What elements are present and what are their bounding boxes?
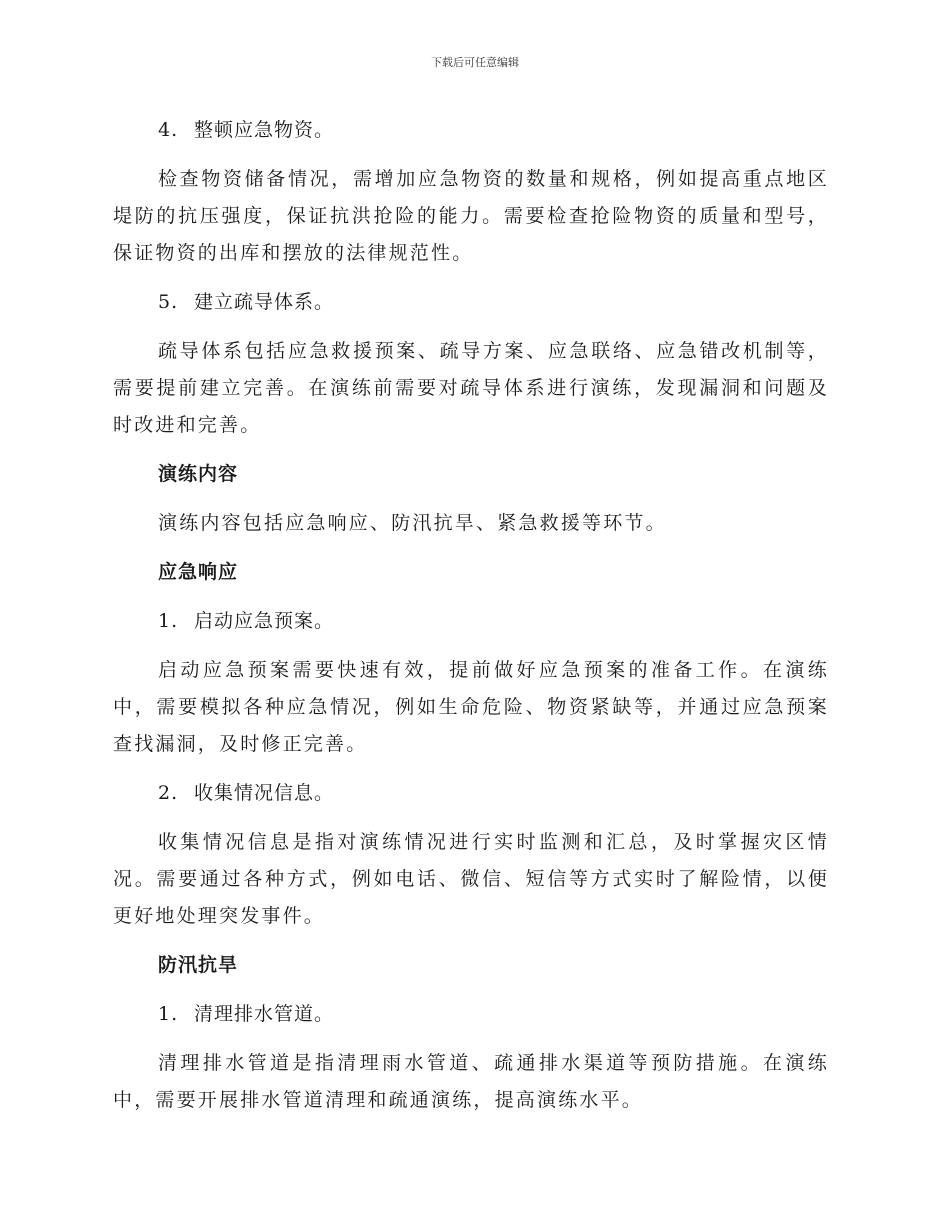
paragraph: 疏导体系包括应急救援预案、疏导方案、应急联络、应急错改机制等，需要提前建立完善。在演练前需要对疏导体系进行演练，发现漏洞和问题及时改进和完善。 [113, 340, 829, 436]
list-text: 整顿应急物资。 [194, 119, 335, 141]
list-item [113, 603, 829, 640]
list-text: 启动应急预案。 [194, 610, 335, 632]
section-heading: 应急响应 [158, 561, 239, 583]
list-item [113, 775, 829, 812]
list-text: 清理排水管道。 [194, 1003, 335, 1025]
paragraph: 检查物资储备情况，需增加应急物资的数量和规格，例如提高重点地区堤防的抗压强度，保证抗洪抢险的能力。需要检查抢险物资的质量和型号，保证物资的出库和摆放的法律规范性。 [113, 168, 829, 264]
paragraph: 收集情况信息是指对演练情况进行实时监测和汇总，及时掌握灾区情况。需要通过各种方式，例如电话、微信、短信等方式实时了解险情，以便更好地处理突发事件。 [113, 831, 829, 927]
paragraph: 启动应急预案需要快速有效，提前做好应急预案的准备工作。在演练中，需要模拟各种应急情况，例如生命危险、物资紧缺等，并通过应急预案查找漏洞，及时修正完善。 [113, 659, 829, 755]
list-text: 建立疏导体系。 [194, 291, 335, 313]
list-number: 1. [158, 1003, 179, 1025]
list-item [113, 284, 829, 321]
list-number: 4. [158, 119, 179, 141]
list-number: 5. [158, 291, 179, 313]
paragraph: 演练内容包括应急响应、防汛抗旱、紧急救援等环节。 [158, 512, 667, 534]
paragraph: 清理排水管道是指清理雨水管道、疏通排水渠道等预防措施。在演练中，需要开展排水管道清理和疏通演练，提高演练水平。 [113, 1052, 829, 1111]
document-body [113, 112, 829, 1131]
list-text: 收集情况信息。 [194, 782, 335, 804]
list-number: 2. [158, 782, 179, 804]
section-heading: 防汛抗旱 [158, 954, 239, 976]
list-number: 1. [158, 610, 179, 632]
list-item [113, 996, 829, 1033]
section-heading: 演练内容 [158, 463, 239, 485]
list-item [113, 112, 829, 149]
page-header: 下载后可任意编辑 [431, 56, 519, 69]
